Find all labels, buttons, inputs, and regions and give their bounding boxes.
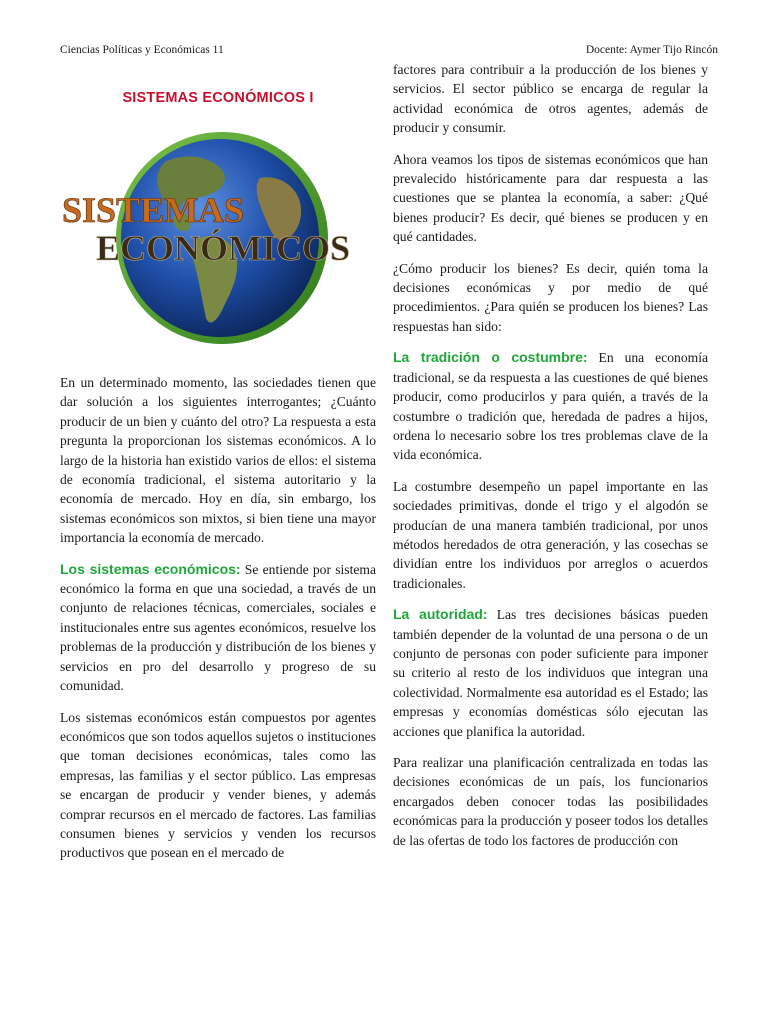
header-course: Ciencias Políticas y Económicas 11: [60, 44, 224, 56]
paragraph-intro: En un determinado momento, las sociedades tienen que dar solución a los siguientes interrogantes; ¿Cuánto producir de un bien y cuánto del otro? La respuesta a esta pregunta la proporcionan los sistemas económicos. A lo largo de la historia han existido varios de ellos: el sistema de economía tradicional, el sistema autoritario y la economía de mercado. Hoy en día, sin embargo, los sistemas económicos son mixtos, si bien tiene una mayor importancia la economía de mercado.: [60, 375, 376, 546]
right-column: [393, 60, 708, 850]
paragraph-agentes: Los sistemas económicos están compuestos por agentes económicos que son todos aquellos sujetos o instituciones que toman decisiones económicas, tales como las empresas, las familias y el sector público. Las empresas se encargan de producir y vender bienes, y además comprar recursos en el mercado de factores. Las familias consumen bienes y servicios y venden los recursos productivos que posean en el mercado de: [60, 709, 376, 861]
paragraph-sistemas-text: Se entiende por sistema económico la forma en que una sociedad, a través de un conjunto de relaciones técnicas, comerciales, sociales e institucionales entre sus agentes económicos, resuelve los problemas de la producción y distribución de los bienes y servicios en pro del desarrollo y progreso de su comunidad.: [60, 561, 376, 694]
globe-image: [60, 130, 376, 356]
heading-sistemas-economicos: Los sistemas económicos:: [60, 560, 241, 577]
paragraph-tipos: Ahora veamos los tipos de sistemas económicos que han prevalecido históricamente para dar respuesta a las cuestiones que se plantea la economía, a saber: ¿Qué bienes producir? Es decir, qué bienes se producen y en qué cantidades.: [393, 151, 708, 245]
paragraph-autoridad-text: Las tres decisiones básicas pueden también depender de la voluntad de una persona o de un conjunto de personas con poder suficiente para imponer su criterio al resto de los individuos que integran una colectividad. Normalmente esa autoridad es el Estado; las empresas y economías domésticas sólo ejecutan las acciones que planifica la autoridad.: [393, 607, 708, 739]
heading-autoridad: La autoridad:: [393, 606, 488, 623]
globe-illustration: [60, 130, 376, 356]
paragraph-autoridad: [393, 605, 708, 741]
paragraph-costumbre: La costumbre desempeño un papel importante en las sociedades primitivas, donde el trigo y el algodón se producían de una manera también tradicional, por unos métodos heredados de otra generación, y las cosechas se dividían entre los individuos por arreglos o acuerdos tradicionales.: [393, 478, 708, 591]
globe-word-1: SISTEMAS: [62, 190, 245, 230]
paragraph-planificacion: Para realizar una planificación centralizada en todas las decisiones económicas de un país, los funcionarios encargados deben conocer todas las posibilidades económicas para la producción y poseer todos los detalles de las ofertas de todo los factores de producción con: [393, 755, 708, 848]
heading-tradicion: La tradición o costumbre:: [393, 349, 588, 366]
paragraph-tradicion: [393, 348, 708, 464]
globe-word-2: ECONÓMICOS: [96, 228, 351, 268]
header-teacher: Docente: Aymer Tijo Rincón: [585, 44, 718, 56]
paragraph-sistemas-definition: [60, 560, 376, 696]
left-column: [60, 373, 376, 863]
page-title: SISTEMAS ECONÓMICOS I: [122, 90, 314, 106]
paragraph-factores: factores para contribuir a la producción de los bienes y servicios. El sector público se encarga de regular la actividad económica de otros agentes, además de producir y consumir.: [393, 62, 708, 136]
paragraph-tradicion-text: En una economía tradicional, se da respuesta a las cuestiones de qué bienes producir, como producirlos y para quién, a través de la costumbre o tradición que, heredada de padres a hijos, ordena lo necesario sobre los tres problemas clave de la vida económica.: [393, 350, 708, 463]
paragraph-como-producir: ¿Cómo producir los bienes? Es decir, quién toma la decisiones económicas y por medio de qué procedimientos. ¿Para quién se producen los bienes? Las respuestas han sido:: [393, 260, 708, 334]
